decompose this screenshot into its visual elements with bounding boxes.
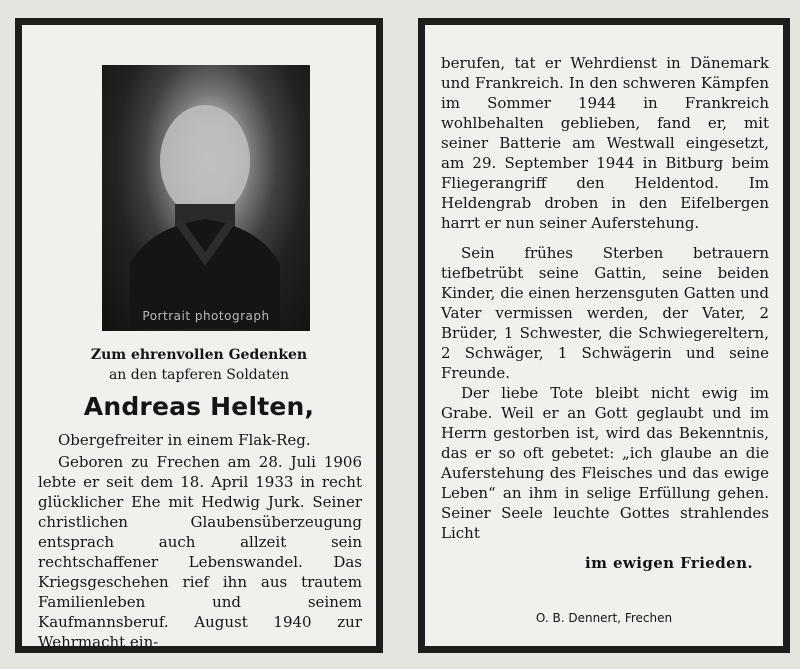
right-panel [418,18,790,653]
prayer-paragraph: Der liebe Tote bleibt nicht ewig im Grabe. Weil er an Gott geglaubt und im Herrn gestorben ist, wird das Bekenntnis, das er so oft gebetet: „ich glaube an die Auferstehung des Fleisches und das ewige Leben“ an ihm in selige Erfüllung gehen. Seiner Seele leuchte Gottes strahlendes Licht [441,384,769,542]
military-rank: Obergefreiter in einem Flak-Reg. [58,431,311,449]
portrait-photo [102,65,310,331]
closing-line: im ewigen Frieden. [585,554,753,572]
printer-credit: O. B. Dennert, Frechen [535,611,673,625]
photo-label: Portrait photograph [142,309,270,323]
family-paragraph: Sein frühes Sterben betrauern tiefbetrübt seine Gattin, seine beiden Kinder, die einen herzensguten Gatten und Vater vermissen werden, der Vater, 2 Brüder, 1 Schwester, die Schwiegereltern, 2 Schwäger, 1 Schwägerin und seine Freunde. [441,244,769,382]
left-panel [15,18,383,653]
service-paragraph: berufen, tat er Wehrdienst in Dänemark und Frankreich. In den schweren Kämpfen im Sommer 1944 in Frankreich wohlbehalten geblieben, fand er, mit seiner Batterie am Westwall eingesetzt, am 29. September 1944 in Bitburg beim Fliegerangriff den Heldentod. Im Heldengrab droben in den Eifelbergen harrt er nun seiner Auferstehung. [441,54,769,232]
memorial-subcaption: an den tapferen Soldaten [108,367,290,383]
portrait-silhouette [130,89,280,329]
memorial-caption: Zum ehrenvollen Gedenken [90,347,308,363]
deceased-name: Andreas Helten, [83,392,315,421]
biography-text: Geboren zu Frechen am 28. Juli 1906 lebte er seit dem 18. April 1933 in recht glücklicher Ehe mit Hedwig Jurk. Seiner christlichen Glaubensüberzeugung entsprach auch allzeit sein rechtschaffener Lebenswandel. Das Kriegsgeschehen rief ihn aus trautem Familienleben und seinem Kaufmannsberuf. August 1940 zur Wehrmacht ein- [38,453,362,651]
